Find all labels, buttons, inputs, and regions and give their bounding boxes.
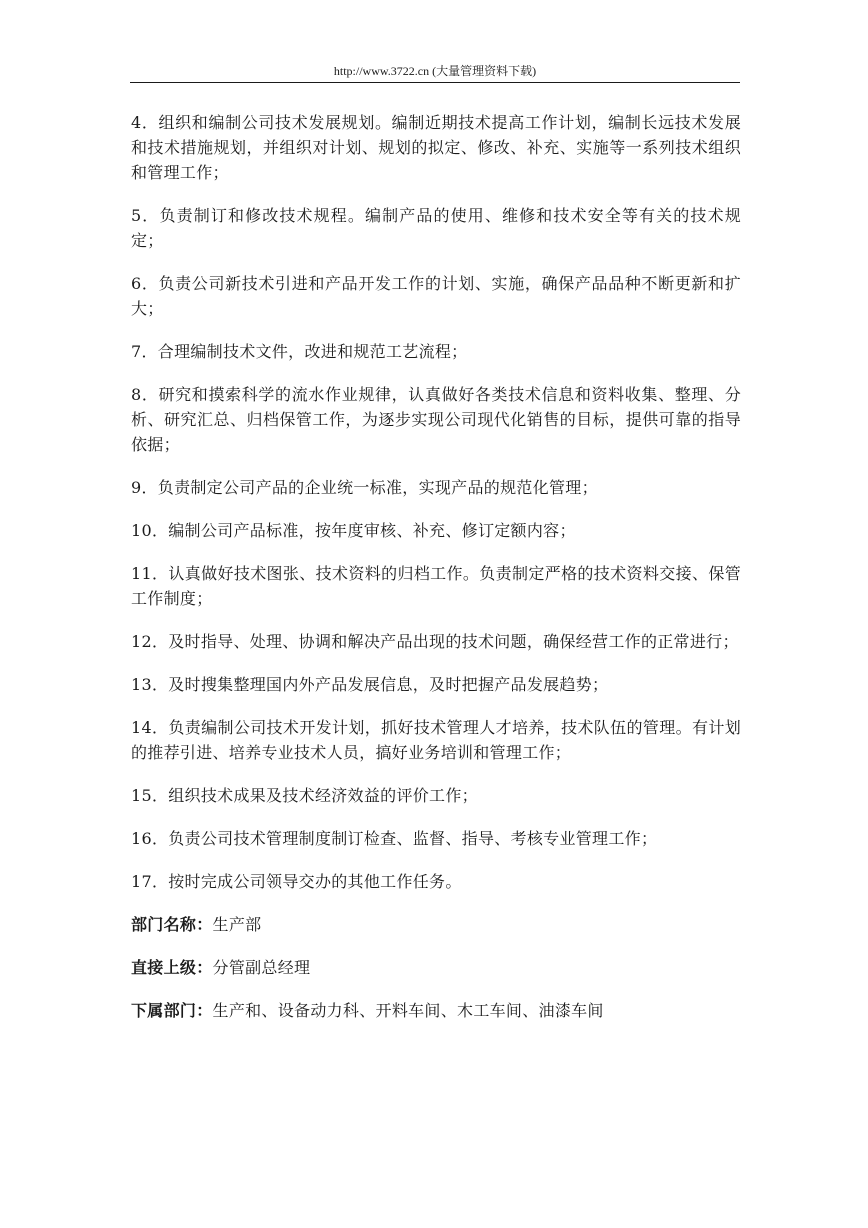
subordinates-field — [131, 998, 741, 1023]
subordinates-label: 下属部门： — [131, 1001, 213, 1020]
dept-name-value: 生产部 — [212, 915, 262, 934]
dept-name-field — [131, 912, 741, 937]
duty-item-8: 8．研究和摸索科学的流水作业规律，认真做好各类技术信息和资料收集、整理、分析、研究汇总、归档保管工作，为逐步实现公司现代化销售的目标，提供可靠的指导依据； — [131, 385, 741, 454]
duty-item-9: 9．负责制定公司产品的企业统一标准，实现产品的规范化管理； — [131, 478, 598, 497]
header-rule — [130, 82, 740, 83]
duty-item-12: 12．及时指导、处理、协调和解决产品出现的技术问题，确保经营工作的正常进行； — [131, 632, 739, 651]
duty-item-10: 10．编制公司产品标准，按年度审核、补充、修订定额内容； — [131, 521, 576, 540]
duty-item-4: 4．组织和编制公司技术发展规划。编制近期技术提高工作计划，编制长远技术发展和技术措施规划，并组织对计划、规划的拟定、修改、补充、实施等一系列技术组织和管理工作； — [131, 113, 741, 182]
duty-item-5: 5．负责制订和修改技术规程。编制产品的使用、维修和技术安全等有关的技术规定； — [131, 206, 741, 250]
duty-item-14: 14．负责编制公司技术开发计划，抓好技术管理人才培养，技术队伍的管理。有计划的推荐引进、培养专业技术人员，搞好业务培训和管理工作； — [131, 718, 741, 762]
subordinates-value: 生产和、设备动力科、开料车间、木工车间、油漆车间 — [212, 1001, 604, 1020]
page-header: http://www.3722.cn (大量管理资料下载) — [333, 64, 537, 78]
duty-item-15: 15．组织技术成果及技术经济效益的评价工作； — [131, 786, 478, 805]
duty-item-16: 16．负责公司技术管理制度制订检查、监督、指导、考核专业管理工作； — [131, 829, 658, 848]
supervisor-value: 分管副总经理 — [212, 958, 311, 977]
duty-item-11: 11．认真做好技术图张、技术资料的归档工作。负责制定严格的技术资料交接、保管工作制度； — [131, 564, 741, 608]
document-body — [131, 110, 741, 1041]
duty-item-13: 13．及时搜集整理国内外产品发展信息，及时把握产品发展趋势； — [131, 675, 609, 694]
supervisor-field — [131, 955, 741, 980]
dept-name-label: 部门名称： — [131, 915, 213, 934]
duty-item-17: 17．按时完成公司领导交办的其他工作任务。 — [131, 872, 462, 891]
duty-item-7: 7．合理编制技术文件，改进和规范工艺流程； — [131, 342, 468, 361]
supervisor-label: 直接上级： — [131, 958, 213, 977]
duty-item-6: 6．负责公司新技术引进和产品开发工作的计划、实施，确保产品品种不断更新和扩大； — [131, 274, 741, 318]
